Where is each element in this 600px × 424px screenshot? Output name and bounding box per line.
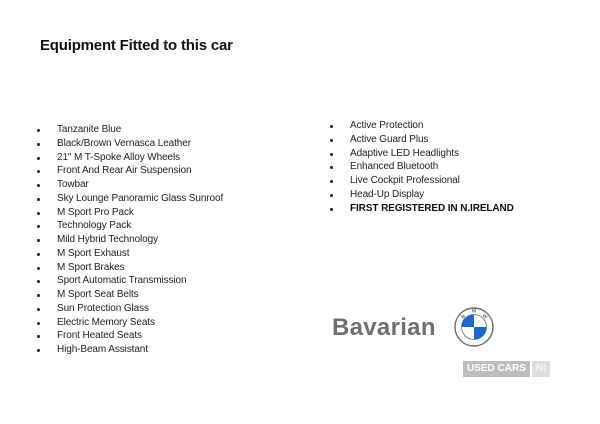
list-item-label: Active Guard Plus (350, 133, 429, 145)
list-item-label: Technology Pack (57, 220, 132, 232)
bullet-icon (37, 239, 40, 242)
bullet-icon (37, 212, 40, 215)
list-item-label: Towbar (57, 179, 89, 190)
list-item-label: Sport Automatic Transmission (57, 275, 187, 287)
bullet-icon (37, 322, 40, 325)
list-item-label: Enhanced Bluetooth (350, 161, 439, 173)
bullet-icon (37, 349, 40, 352)
bullet-icon (330, 125, 333, 128)
dealer-logo (332, 306, 436, 350)
list-item-label: Sun Protection Glass (57, 302, 149, 314)
bullet-icon (330, 139, 333, 142)
list-item-label: Black/Brown Vernasca Leather (57, 137, 191, 149)
bullet-icon (37, 129, 40, 132)
bullet-icon (37, 335, 40, 338)
bullet-icon (330, 180, 333, 183)
list-item-label: Tanzanite Blue (57, 124, 122, 135)
list-item-label: Front Heated Seats (57, 330, 142, 342)
list-item-label: M Sport Pro Pack (57, 206, 134, 218)
bullet-icon (37, 184, 40, 187)
dealer-name: Bavarian (332, 314, 436, 341)
list-item-label: Active Protection (350, 120, 424, 131)
region-label: NI (532, 361, 550, 377)
bullet-icon (37, 225, 40, 228)
bullet-icon (37, 308, 40, 311)
bullet-icon (330, 153, 333, 156)
list-item-label: M Sport Exhaust (57, 247, 130, 259)
list-item-label: Mild Hybrid Technology (57, 234, 158, 245)
list-item-label: Adaptive LED Headlights (350, 147, 459, 159)
bullet-icon (37, 280, 40, 283)
list-item-label: FIRST REGISTERED IN N.IRELAND (350, 202, 514, 214)
list-item-label: M Sport Brakes (57, 261, 125, 273)
list-item-label: Front And Rear Air Suspension (57, 165, 192, 177)
bullet-icon (37, 294, 40, 297)
svg-text:B: B (460, 313, 468, 321)
list-item-label: Live Cockpit Professional (350, 175, 460, 186)
svg-text:M: M (472, 308, 477, 315)
bullet-icon (37, 267, 40, 270)
list-item-label: High-Beam Assistant (57, 344, 148, 355)
bullet-icon (37, 253, 40, 256)
bullet-icon (37, 143, 40, 146)
bullet-icon (330, 208, 333, 211)
list-item-label: 21" M T-Spoke Alloy Wheels (57, 151, 181, 163)
used-cars-badge (463, 361, 550, 377)
used-cars-label: USED CARS (463, 361, 530, 377)
bullet-icon (330, 166, 333, 169)
bmw-roundel-icon (454, 307, 494, 347)
list-item-label: Electric Memory Seats (57, 316, 155, 328)
bullet-icon (330, 194, 333, 197)
svg-text:W: W (480, 312, 489, 321)
bullet-icon (37, 170, 40, 173)
list-item-label: Head-Up Display (350, 188, 425, 200)
list-item-label: M Sport Seat Belts (57, 289, 139, 300)
list-item-label: Sky Lounge Panoramic Glass Sunroof (57, 192, 224, 204)
page-title: Equipment Fitted to this car (40, 37, 233, 54)
bullet-icon (37, 198, 40, 201)
bullet-icon (37, 157, 40, 160)
